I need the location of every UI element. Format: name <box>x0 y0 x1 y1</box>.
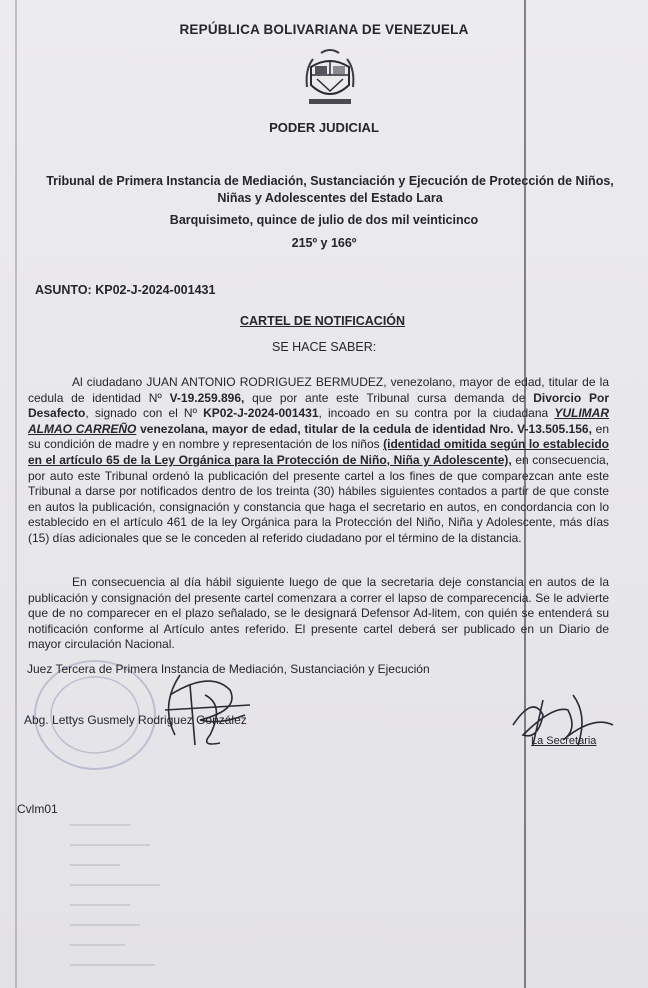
years-line: 215º y 166º <box>291 236 357 250</box>
date-line: Barquisimeto, quince de julio de dos mil veinticinco <box>169 213 479 227</box>
country-heading: REPÚBLICA BOLIVARIANA DE VENEZUELA <box>179 22 469 37</box>
subject-number: KP02-J-2024-001431 <box>95 283 216 297</box>
subject-label: ASUNTO: <box>35 283 92 297</box>
judge-signature-icon <box>150 665 260 750</box>
branch-heading: PODER JUDICIAL <box>269 120 379 135</box>
judge-name: Abg. Lettys Gusmely Rodriguez González <box>24 713 247 727</box>
subject-line <box>35 283 215 297</box>
notice-subtitle: SE HACE SABER: <box>272 340 377 354</box>
paragraph-1: Al ciudadano JUAN ANTONIO RODRIGUEZ BERMUDEZ, venezolano, mayor de edad, titular de la cedula de identidad Nº V-19.259.896, que por ante este Tribunal cursa demanda de Divorcio Por Desafecto, signado con el Nº KP02-J-2024-001431, incoado en su contra por la ciudadana YULIMAR ALMAO CARREÑO venezolana, mayor de edad, titular de la cedula de identidad Nro. V-13.505.156, en su condición de madre y en nombre y representación de los niños (identidad omitida según lo establecido en el artículo 65 de la Ley Orgánica para la Protección de Niño, Niña y Adolescente), en consecuencia, por auto este Tribunal ordenó la publicación del presente cartel a los fines de que comparezcan ante este Tribunal a darse por notificados dentro de los treinta (30) hábiles siguientes contados a partir de que conste en autos la publicación, consignación y constancia que haga el secretario en autos, en concordancia con lo establecido en el artículo 461 de la ley Orgánica para la Protección del Niño, Niña y Adolescente, más días (15) días adicionales que se le conceden al referido ciudadano por el término de la distancia. <box>28 375 610 545</box>
court-name: Tribunal de Primera Instancia de Mediación, Sustanciación y Ejecución de Protección de Niños, Niñas y Adolescentes del Estado Lara <box>46 174 614 205</box>
notice-title: CARTEL DE NOTIFICACIÓN <box>240 314 406 328</box>
secretary-label: La Secretaria <box>531 735 597 747</box>
coat-of-arms-icon <box>303 47 357 109</box>
paragraph-2: En consecuencia al día hábil siguiente luego de que la secretaria deje constancia en autos de la publicación y consignación del presente cartel comenzara a correr el lapso de comparecencia. Se le advierte que de no comparecer en el plazo señalado, se le designará Defensor Ad-litem, con quién se entenderá su notificación conforme al Artículo antes referido. El presente cartel deberá ser publicado en un Diario de mayor circulación Nacional. <box>28 575 609 652</box>
bleed-through-text-icon <box>70 815 180 985</box>
document-code: Cvlm01 <box>17 802 58 816</box>
paper-fold-left <box>15 0 17 988</box>
judge-title: Juez Tercera de Primera Instancia de Mediación, Sustanciación y Ejecución <box>27 662 430 676</box>
